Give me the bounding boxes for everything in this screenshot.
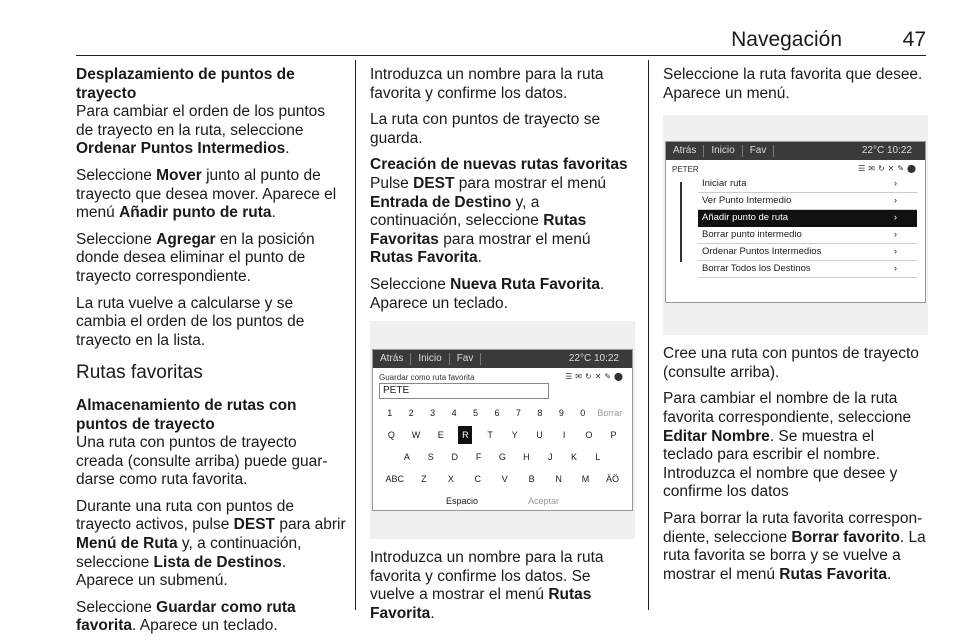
paragraph: Seleccione Nueva Ruta Favorita. Aparece un teclado.	[370, 275, 605, 312]
paragraph: Para cambiar el nombre de la ruta favorita correspondiente, seleccione Editar Nombre. Se muestra el teclado para escribir el nombre. Introduzca el nombre que desee y confirme los datos	[663, 390, 912, 501]
paragraph: Para borrar la ruta favorita correspon-diente, seleccione Borrar favorito. La ruta favorita se borra y se vuelve a mostrar el menú Rutas Favorita.	[663, 509, 926, 583]
keyboard-row: Q W E R T Y U I O P	[373, 424, 632, 446]
paragraph: Seleccione Mover junto al punto de trayecto que desea mover. Aparece el menú Añadir punto de ruta.	[76, 166, 337, 222]
paragraph: Cree una ruta con puntos de trayecto (consulte arriba).	[663, 345, 919, 381]
screen-subtitle: Guardar como ruta favorita ☰✉↻✕✎⬤	[373, 368, 632, 380]
page-number: 47	[902, 28, 926, 51]
page-header	[76, 28, 926, 56]
favorite-menu-screenshot	[663, 115, 928, 335]
name-input: PETE	[379, 383, 549, 399]
menu-item-selected: Añadir punto de ruta ›	[698, 210, 917, 227]
keyboard-screenshot	[370, 321, 635, 539]
menu-item: Iniciar ruta ›	[698, 176, 917, 193]
status-icons: ☰✉↻✕✎⬤	[565, 372, 626, 382]
paragraph: Pulse DEST para mostrar el menú Entrada de Destino y, a continuación, seleccione Rutas Favoritas para mostrar el menú Rutas Favorita.	[370, 174, 607, 267]
menu-item: Ver Punto Intermedio ›	[698, 193, 917, 210]
paragraph: Seleccione Guardar como ruta favorita. Aparece un teclado.	[76, 598, 296, 635]
keyboard-row: ABC Z X C V B N M ÄÖ	[385, 473, 619, 484]
paragraph: Introduzca un nombre para la ruta favorita y confirme los datos. Se vuelve a mostrar el menú Rutas Favorita.	[370, 549, 604, 622]
section-heading: Desplazamiento de puntos de trayecto	[76, 66, 295, 102]
paragraph: Durante una ruta con puntos de trayecto activos, pulse DEST para abrir Menú de Ruta y, a continuación, seleccione Lista de Destinos. Aparece un submenú.	[76, 497, 346, 590]
paragraph: Seleccione la ruta favorita que desee. Aparece un menú.	[663, 66, 923, 102]
screen-top-bar: Atrás Inicio Fav 22°C 10:22	[373, 350, 632, 368]
section-title: Rutas favoritas	[76, 362, 203, 384]
paragraph: La ruta vuelve a calcularse y se cambia el orden de los puntos de trayecto en la lista.	[76, 294, 305, 349]
menu-item: Borrar punto intermedio ›	[698, 227, 917, 244]
keyboard-row: A S D F G H J K L	[403, 451, 601, 462]
paragraph: Para cambiar el orden de los puntos de trayecto en la ruta, seleccione Ordenar Puntos Intermedios.	[76, 103, 326, 158]
menu-item: Ordenar Puntos Intermedios ›	[698, 244, 917, 261]
paragraph: Introduzca un nombre para la ruta favorita y confirme los datos.	[370, 66, 604, 102]
page-title: Navegación	[731, 28, 842, 51]
section-heading: Almacenamiento de rutas con puntos de trayecto	[76, 396, 297, 433]
column-1	[76, 66, 346, 644]
paragraph: Seleccione Agregar en la posición donde desea eliminar el punto de trayecto correspondiente.	[76, 230, 315, 285]
keyboard-row: Espacio Aceptar	[445, 495, 560, 506]
paragraph: La ruta con puntos de trayecto se guarda.	[370, 111, 601, 147]
menu-item: Borrar Todos los Destinos ›	[698, 261, 917, 278]
column-divider	[355, 60, 356, 610]
paragraph: Una ruta con puntos de trayecto creada (consulte arriba) puede guar-darse como ruta favorita.	[76, 434, 328, 489]
column-3	[663, 66, 928, 592]
keyboard-row: 1 2 3 4 5 6 7 8 9 0 Borrar	[387, 407, 623, 418]
column-divider	[648, 60, 649, 610]
section-heading: Creación de nuevas rutas favoritas	[370, 156, 628, 174]
scrollbar	[680, 182, 682, 262]
screen-subtitle: PETER ☰✉↻✕✎⬤	[666, 160, 925, 172]
screen-top-bar: Atrás Inicio Fav 22°C 10:22	[666, 142, 925, 160]
status-icons: ☰✉↻✕✎⬤	[858, 164, 919, 174]
column-2	[370, 66, 635, 632]
